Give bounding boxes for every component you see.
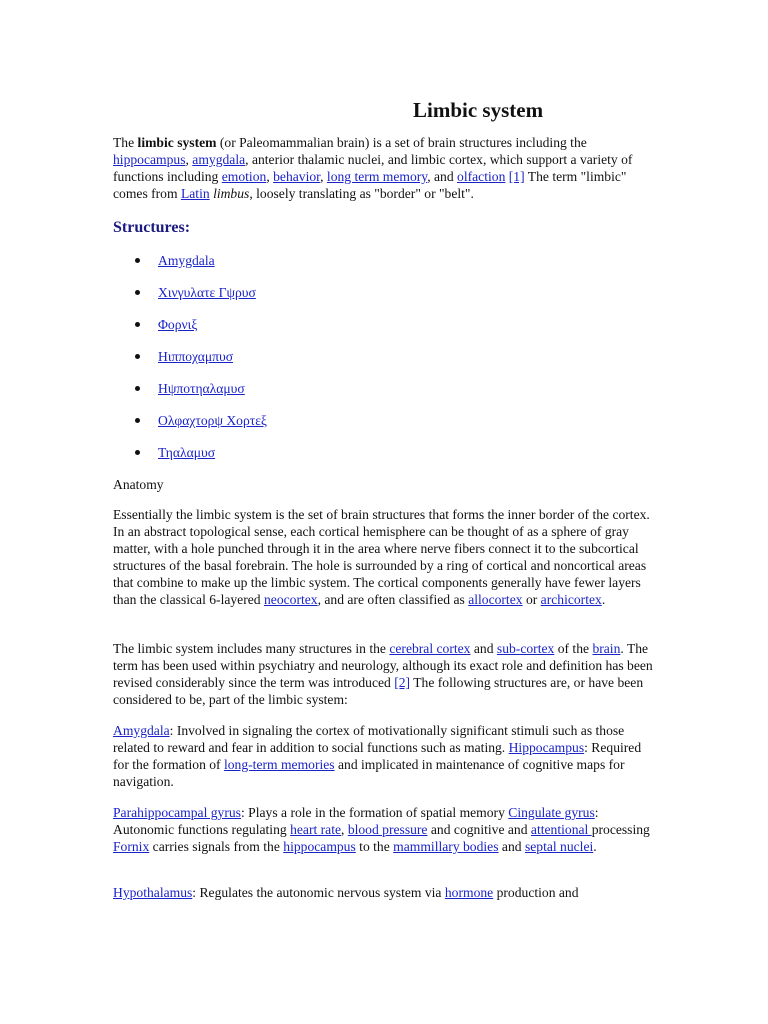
list-item (113, 348, 658, 380)
structures-list (113, 252, 658, 476)
link-hippocampus-2[interactable]: Hippocampus (508, 740, 585, 755)
structures-section (113, 219, 658, 236)
bullet-icon (135, 354, 140, 359)
list-item (113, 252, 658, 284)
link-fornix[interactable]: Fornix (113, 839, 150, 854)
link-long-term-memory[interactable]: long term memory (326, 169, 428, 184)
link-allocortex[interactable]: allocortex (468, 592, 523, 607)
link-sub-cortex[interactable]: sub-cortex (496, 641, 555, 656)
bullet-icon (135, 386, 140, 391)
reference-link-2[interactable]: [2] (394, 675, 411, 690)
link-brain[interactable]: brain (592, 641, 621, 656)
link-parahippocampal-gyrus[interactable]: Parahippocampal gyrus (113, 805, 241, 820)
hypothalamus-paragraph: Hypothalamus: Regulates the autonomic nervous system via hormone production and (113, 885, 579, 900)
intro-paragraph: The limbic system (or Paleomammalian brain) is a set of brain structures including the hippocampus, amygdala, anterior thalamic nuclei, and limbic cortex, which support a variety of functions including emotion, behavior, long term memory, and olfaction [1] The term "limbic" comes from Latin limbus, loosely translating as "border" or "belt". (113, 135, 633, 201)
list-item (113, 380, 658, 412)
link-amygdala[interactable]: amygdala (192, 152, 246, 167)
structures-heading: Structures: (113, 219, 191, 236)
structure-link[interactable]: Amygdala (158, 253, 215, 268)
structure-link[interactable]: Τηαλαμυσ (158, 445, 216, 460)
link-heart-rate[interactable]: heart rate (290, 822, 342, 837)
anatomy-paragraph: Essentially the limbic system is the set of brain structures that forms the inner border of the cortex. In an abstract topological sense, each cortical hemisphere can be thought of as a sphere of gray matter, with a hole punched through it in the area where nerve fibers connect it to the subcortical structures of the basal forebrain. The hole is surrounded by a ring of cortical and noncortical areas that combine to make up the limbic system. The cortical components generally have fewer layers than the classical 6-layered neocortex, and are often classified as allocortex or archicortex. (113, 507, 650, 607)
link-amygdala-2[interactable]: Amygdala (113, 723, 170, 738)
link-blood-pressure[interactable]: blood pressure (347, 822, 428, 837)
list-item (113, 284, 658, 316)
reference-link-1[interactable]: [1] (508, 169, 525, 184)
bullet-icon (135, 290, 140, 295)
link-olfaction[interactable]: olfaction (457, 169, 506, 184)
anatomy-label-block (113, 476, 658, 503)
link-attentional[interactable]: attentional (530, 822, 592, 837)
link-neocortex[interactable]: neocortex (263, 592, 318, 607)
structure-link[interactable]: Χινγυλατε Γψρυσ (158, 285, 256, 300)
structures-list-container (113, 252, 658, 476)
link-hippocampus-3[interactable]: hippocampus (283, 839, 356, 854)
link-hippocampus[interactable]: hippocampus (113, 152, 186, 167)
link-hypothalamus[interactable]: Hypothalamus (113, 885, 193, 900)
amygdala-hippocampus-paragraph: Amygdala: Involved in signaling the cortex of motivationally significant stimuli such as those related to reward and fear in addition to social functions such as mating. Hippocampus: Required for the formation of long-term memories and implicated in maintenance of cognitive maps for navigation. (113, 723, 642, 789)
list-item (113, 412, 658, 444)
link-hormone[interactable]: hormone (444, 885, 494, 900)
page-title: Limbic system (413, 98, 544, 122)
bullet-icon (135, 322, 140, 327)
bullet-icon (135, 258, 140, 263)
link-cingulate-gyrus[interactable]: Cingulate gyrus (508, 805, 595, 820)
list-item (113, 444, 658, 476)
link-archicortex[interactable]: archicortex (540, 592, 602, 607)
gyrus-fornix-paragraph: Parahippocampal gyrus: Plays a role in the formation of spatial memory Cingulate gyrus: Autonomic functions regulating heart rate, blood pressure and cognitive and attentional processing Fornix carries signals from the hippocampus to the mammillary bodies and septal nuclei. (113, 805, 650, 854)
structure-link[interactable]: Ηψποτηαλαμυσ (158, 381, 245, 396)
bullet-icon (135, 418, 140, 423)
bullet-icon (135, 450, 140, 455)
link-behavior[interactable]: behavior (273, 169, 321, 184)
structures-paragraph: The limbic system includes many structures in the cerebral cortex and sub-cortex of the brain. The term has been used within psychiatry and neurology, although its exact role and definition has been revised considerably since the term was introduced [2] The following structures are, or have been considered to be, part of the limbic system: (113, 641, 653, 707)
structure-link[interactable]: Ηιπποχαμπυσ (158, 349, 234, 364)
anatomy-label: Anatomy (113, 477, 164, 492)
structure-link[interactable]: Ολφαχτορψ Χορτεξ (158, 413, 267, 428)
link-mammillary-bodies[interactable]: mammillary bodies (393, 839, 499, 854)
link-cerebral-cortex[interactable]: cerebral cortex (389, 641, 471, 656)
list-item (113, 316, 658, 348)
link-emotion[interactable]: emotion (221, 169, 267, 184)
link-latin[interactable]: Latin (180, 186, 210, 201)
link-long-term-memories[interactable]: long-term memories (223, 757, 335, 772)
link-septal-nuclei[interactable]: septal nuclei (524, 839, 594, 854)
structure-link[interactable]: Φορνιξ (158, 317, 198, 332)
